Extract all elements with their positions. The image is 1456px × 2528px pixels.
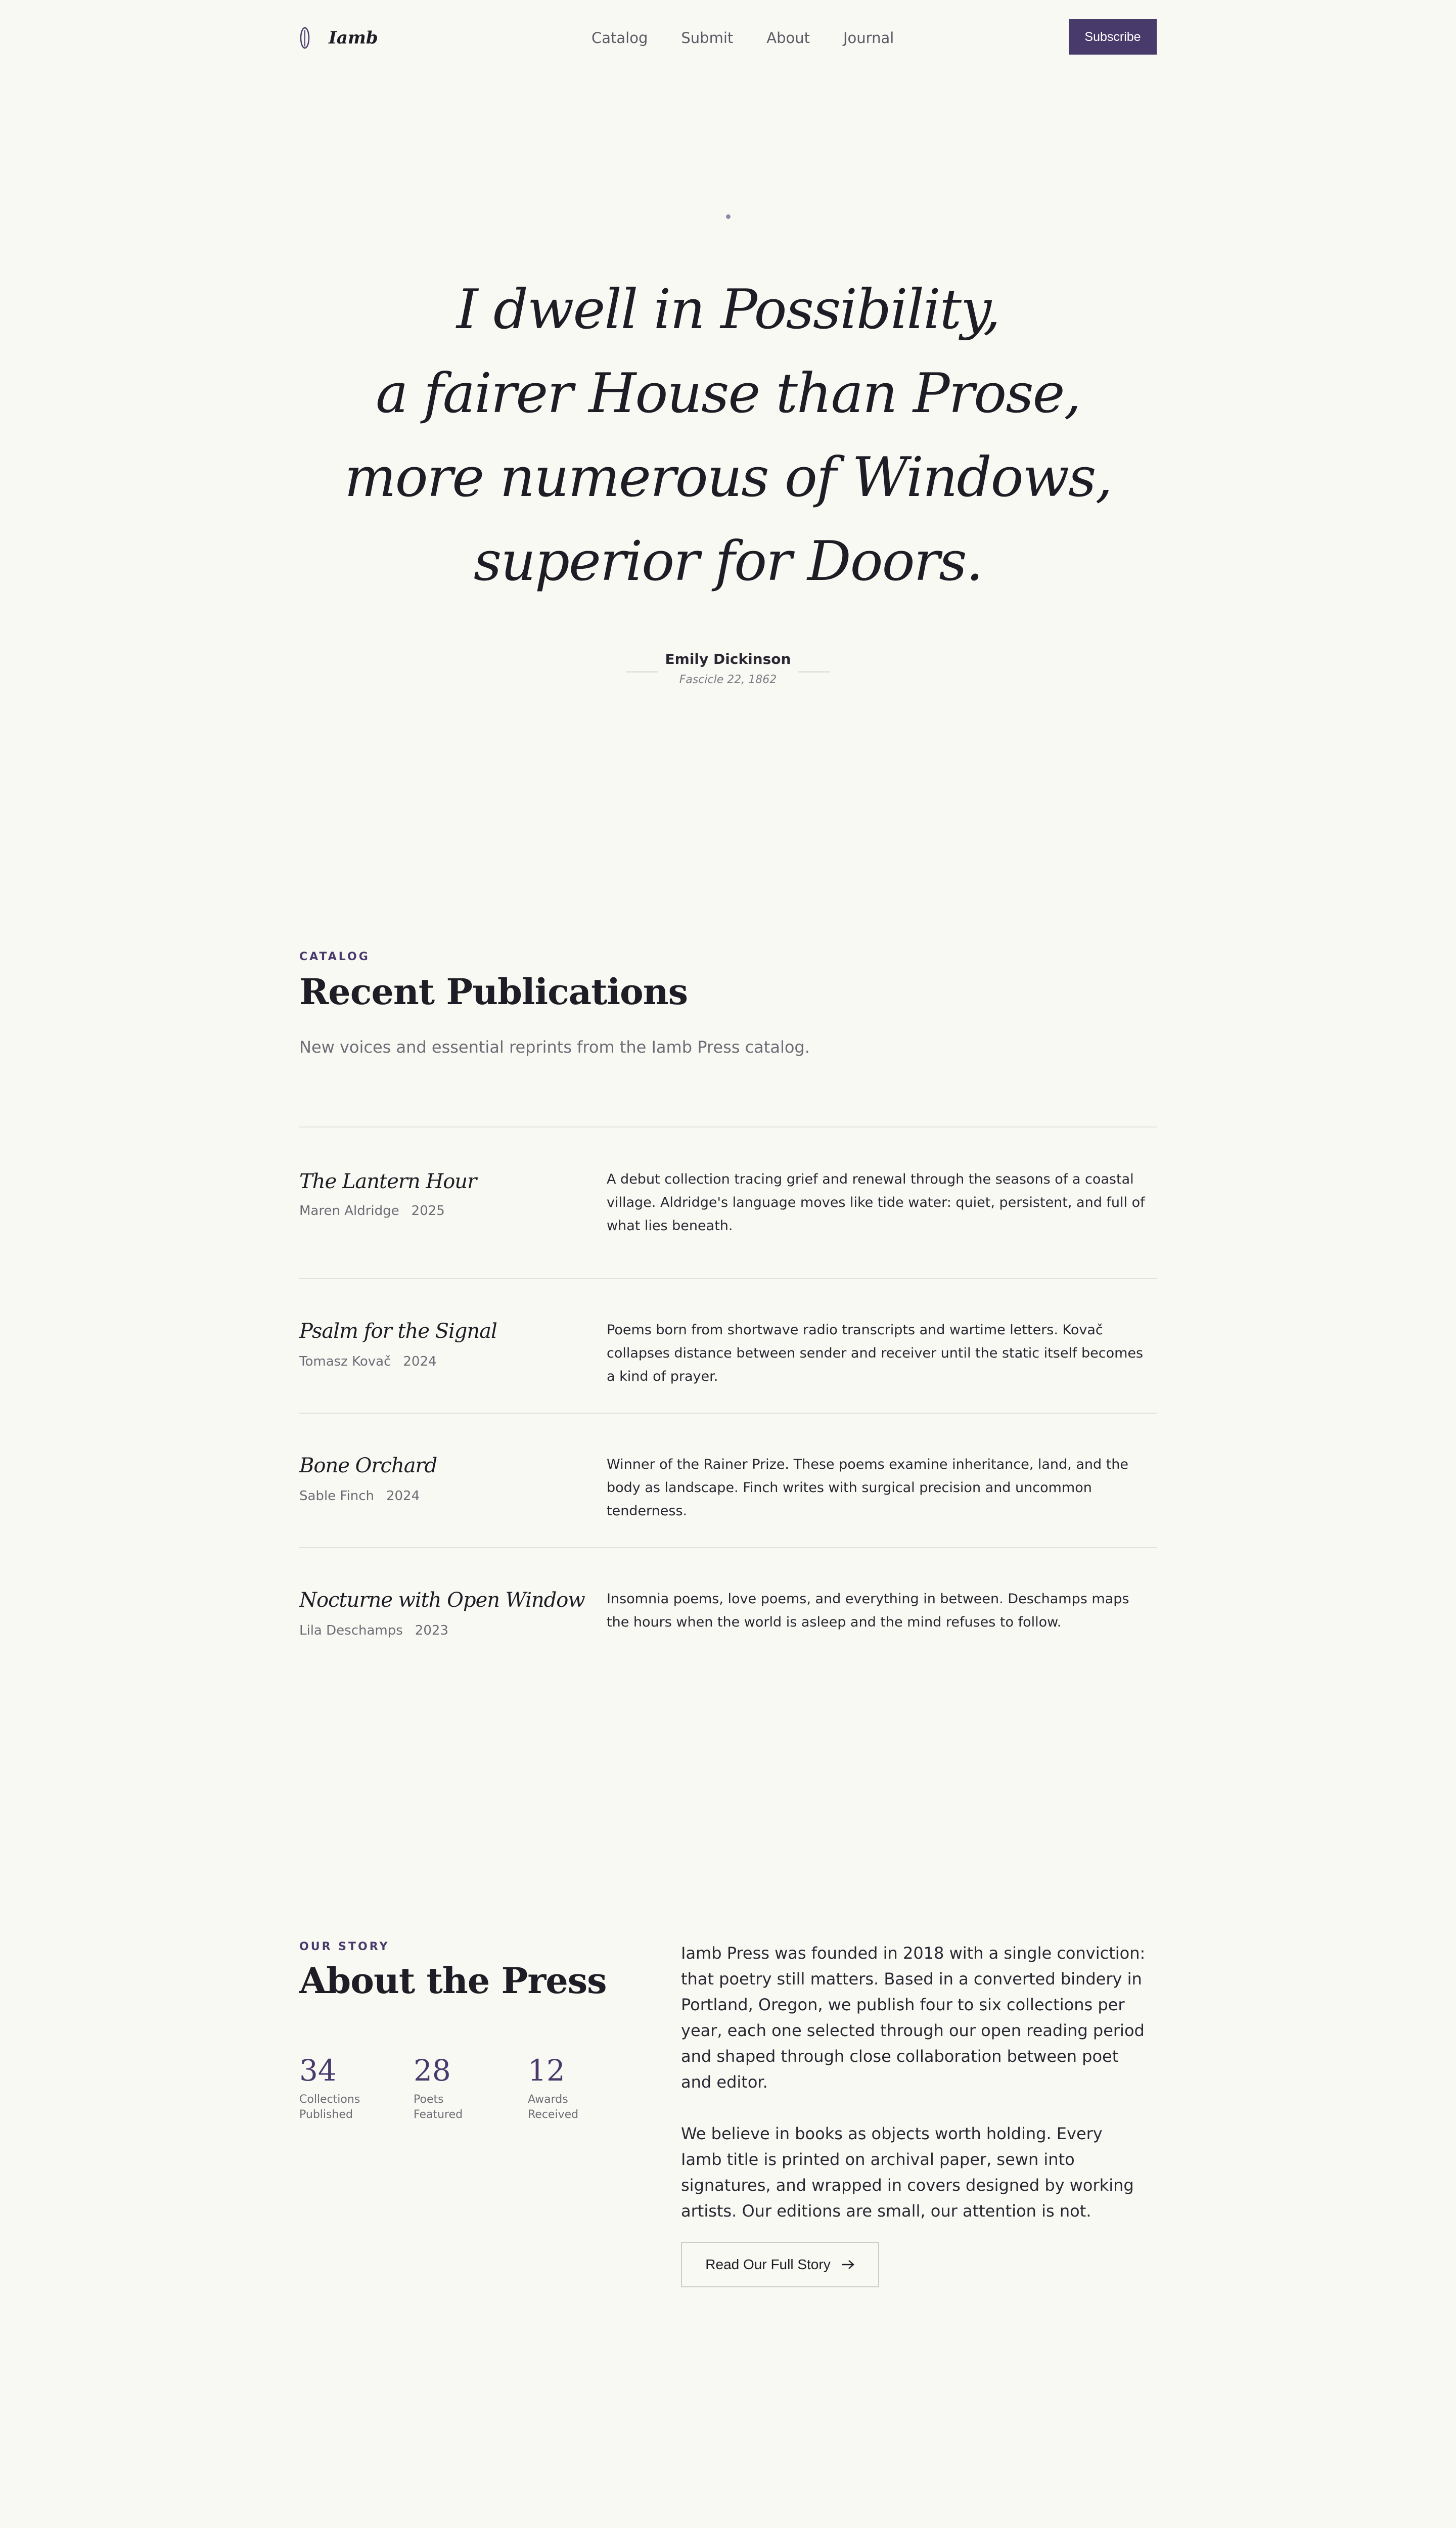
poem-source: Fascicle 22, 1862 <box>679 673 777 686</box>
publication-title[interactable]: Psalm for the Signal <box>299 1320 497 1343</box>
stat-value: 12 <box>528 2053 565 2088</box>
stat-collections <box>299 2053 414 2123</box>
poem-line: a fairer House than Prose, <box>376 362 1080 425</box>
stat-value: 34 <box>299 2053 337 2088</box>
stat-poets <box>414 2053 528 2123</box>
poem-attribution <box>0 651 1456 686</box>
catalog-subtitle: New voices and essential reprints from the Iamb Press catalog. <box>299 1037 810 1057</box>
catalog-title: Recent Publications <box>299 971 688 1013</box>
publication-description: A debut collection tracing grief and renewal through the seasons of a coastal village. Aldridge's language moves like tide water: quiet, persistent, and full of what lies beneath. <box>607 1171 1145 1234</box>
site-header <box>0 0 1456 76</box>
publication-meta <box>299 1203 445 1218</box>
main-nav <box>592 24 927 52</box>
publication-year: 2025 <box>411 1203 445 1218</box>
poem-line: more numerous of Windows, <box>344 446 1112 509</box>
publication-author: Lila Deschamps <box>299 1623 403 1638</box>
ornament-dot-icon <box>726 214 731 219</box>
about-body <box>681 1940 1146 2250</box>
publication-year: 2024 <box>403 1354 437 1369</box>
nav-link-about[interactable]: About <box>766 29 810 47</box>
publication-author: Tomasz Kovač <box>299 1354 391 1369</box>
hero-poem <box>0 268 1456 604</box>
nav-link-catalog[interactable]: Catalog <box>592 29 648 47</box>
stat-value: 28 <box>414 2053 451 2088</box>
publication-author: Sable Finch <box>299 1488 374 1504</box>
poem-line: superior for Doors. <box>473 530 983 593</box>
publication-list <box>299 1126 1157 1663</box>
publication-meta <box>299 1354 437 1369</box>
publication-title[interactable]: Bone Orchard <box>299 1454 437 1477</box>
brand-logo-link[interactable] <box>299 22 378 54</box>
stat-label: Collections Published <box>299 2093 360 2121</box>
poem-author: Emily Dickinson <box>665 651 791 667</box>
nav-link-submit[interactable]: Submit <box>681 29 734 47</box>
poem-line: I dwell in Possibility, <box>456 278 1000 341</box>
publication-description: Winner of the Rainer Prize. These poems examine inheritance, land, and the body as landscape. Finch writes with surgical precision and uncommon tenderness. <box>607 1457 1129 1519</box>
read-full-story-button[interactable] <box>681 2242 879 2287</box>
publication-row[interactable] <box>299 1547 1157 1663</box>
about-eyebrow: OUR STORY <box>299 1940 390 1953</box>
publication-row[interactable] <box>299 1126 1157 1278</box>
stat-label: Awards Received <box>528 2093 579 2121</box>
publication-description: Insomnia poems, love poems, and everything in between. Deschamps maps the hours when the world is asleep and the mind refuses to follow. <box>607 1591 1129 1630</box>
publication-year: 2023 <box>415 1623 448 1638</box>
stat-awards <box>528 2053 642 2123</box>
subscribe-button[interactable]: Subscribe <box>1069 19 1157 55</box>
publication-row[interactable] <box>299 1413 1157 1547</box>
read-full-story-label: Read Our Full Story <box>705 2256 831 2272</box>
about-title: About the Press <box>299 1960 607 2002</box>
publication-year: 2024 <box>386 1488 420 1504</box>
about-paragraph: Iamb Press was founded in 2018 with a single conviction: that poetry still matters. Based in a converted bindery in Portland, Oregon, we publish four to six collections per year, each one selected through our open reading period and shaped through close collaboration between poet and editor. <box>681 1944 1146 2092</box>
publication-author: Maren Aldridge <box>299 1203 399 1218</box>
press-stats <box>299 2053 642 2123</box>
publication-title[interactable]: The Lantern Hour <box>299 1170 477 1193</box>
publication-row[interactable] <box>299 1278 1157 1413</box>
about-paragraph: We believe in books as objects worth holding. Every Iamb title is printed on archival paper, sewn into signatures, and wrapped in covers designed by working artists. Our editions are small, our attention is not. <box>681 2124 1134 2221</box>
publication-meta <box>299 1623 448 1638</box>
nav-link-journal[interactable]: Journal <box>843 29 894 47</box>
stat-label: Poets Featured <box>414 2093 463 2121</box>
publication-meta <box>299 1488 420 1504</box>
publication-description: Poems born from shortwave radio transcripts and wartime letters. Kovač collapses distance between sender and receiver until the static itself becomes a kind of prayer. <box>607 1322 1144 1384</box>
brand-name: Iamb <box>329 28 378 48</box>
quill-logo-icon <box>299 26 310 50</box>
catalog-eyebrow: CATALOG <box>299 951 370 963</box>
arrow-right-icon <box>841 2260 855 2270</box>
publication-title[interactable]: Nocturne with Open Window <box>299 1589 585 1612</box>
